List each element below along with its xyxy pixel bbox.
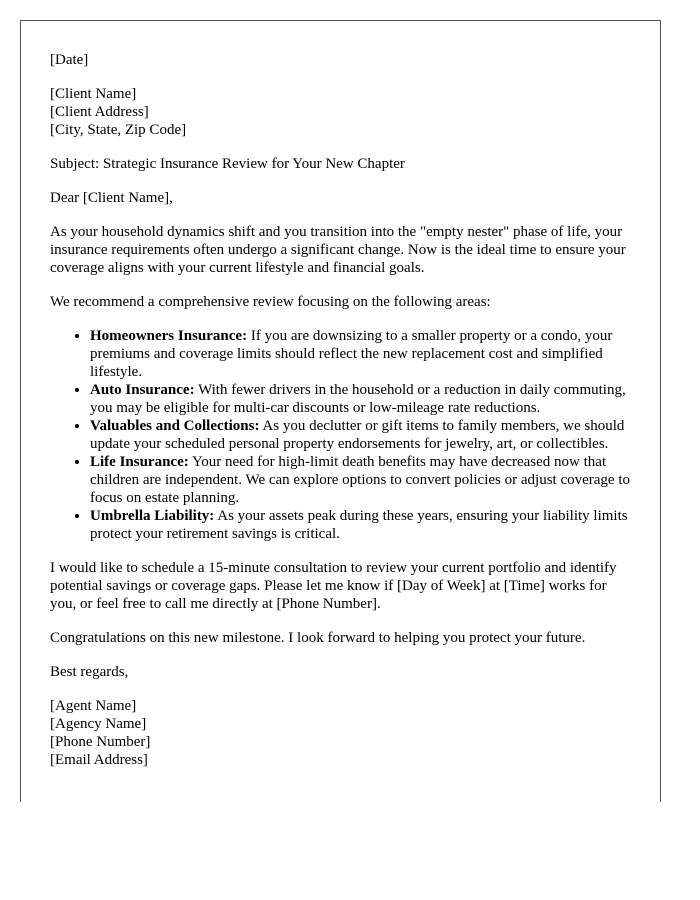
letter-closing: Best regards, <box>50 664 129 680</box>
letter-date: [Date] <box>50 52 89 68</box>
recipient-address: [Client Address] <box>50 104 149 120</box>
area-text-life: Your need for high-limit death benefits may have decreased now that children are independent. We can explore options to convert policies or adjust coverage to focus on estate planning. <box>90 454 630 506</box>
signature-agency-name: [Agency Name] <box>50 716 147 732</box>
congratulations-paragraph: Congratulations on this new milestone. I look forward to helping you protect your future. <box>50 630 586 646</box>
list-item <box>90 327 631 381</box>
signature-email: [Email Address] <box>50 752 148 768</box>
list-item <box>90 417 631 453</box>
list-item <box>90 453 631 507</box>
area-title-life: Life Insurance: <box>90 454 189 470</box>
recipient-city: [City, State, Zip Code] <box>50 122 187 138</box>
area-text-auto: With fewer drivers in the household or a reduction in daily commuting, you may be eligible for multi-car discounts or low-mileage rate reductions. <box>90 382 626 416</box>
recipient-block <box>50 85 631 139</box>
area-title-valuables: Valuables and Collections: <box>90 418 260 434</box>
area-title-homeowners: Homeowners Insurance: <box>90 328 248 344</box>
list-item <box>90 381 631 417</box>
intro-paragraph: As your household dynamics shift and you transition into the "empty nester" phase of life, your insurance requirements often undergo a significant change. Now is the ideal time to ensure your coverage aligns with your current lifestyle and financial goals. <box>50 224 626 276</box>
consultation-paragraph: I would like to schedule a 15-minute consultation to review your current portfolio and identify potential savings or coverage gaps. Please let me know if [Day of Week] at [Time] works for you, or feel free to call me directly at [Phone Number]. <box>50 560 617 612</box>
signature-agent-name: [Agent Name] <box>50 698 137 714</box>
area-title-umbrella: Umbrella Liability: <box>90 508 215 524</box>
letter-page <box>20 20 661 802</box>
signature-block <box>50 697 631 769</box>
area-text-umbrella: As your assets peak during these years, ensuring your liability limits protect your retirement savings is critical. <box>90 508 628 542</box>
area-text-homeowners: If you are downsizing to a smaller property or a condo, your premiums and coverage limits should reflect the new replacement cost and simplified lifestyle. <box>90 328 613 380</box>
area-title-auto: Auto Insurance: <box>90 382 195 398</box>
review-areas-list <box>50 327 631 543</box>
recipient-name: [Client Name] <box>50 86 137 102</box>
list-intro-paragraph: We recommend a comprehensive review focusing on the following areas: <box>50 294 491 310</box>
letter-salutation: Dear [Client Name], <box>50 190 173 206</box>
area-text-valuables: As you declutter or gift items to family members, we should update your scheduled personal property endorsements for jewelry, art, or collectibles. <box>90 418 625 452</box>
letter-subject: Subject: Strategic Insurance Review for Your New Chapter <box>50 156 405 172</box>
signature-phone: [Phone Number] <box>50 734 151 750</box>
list-item <box>90 507 631 543</box>
